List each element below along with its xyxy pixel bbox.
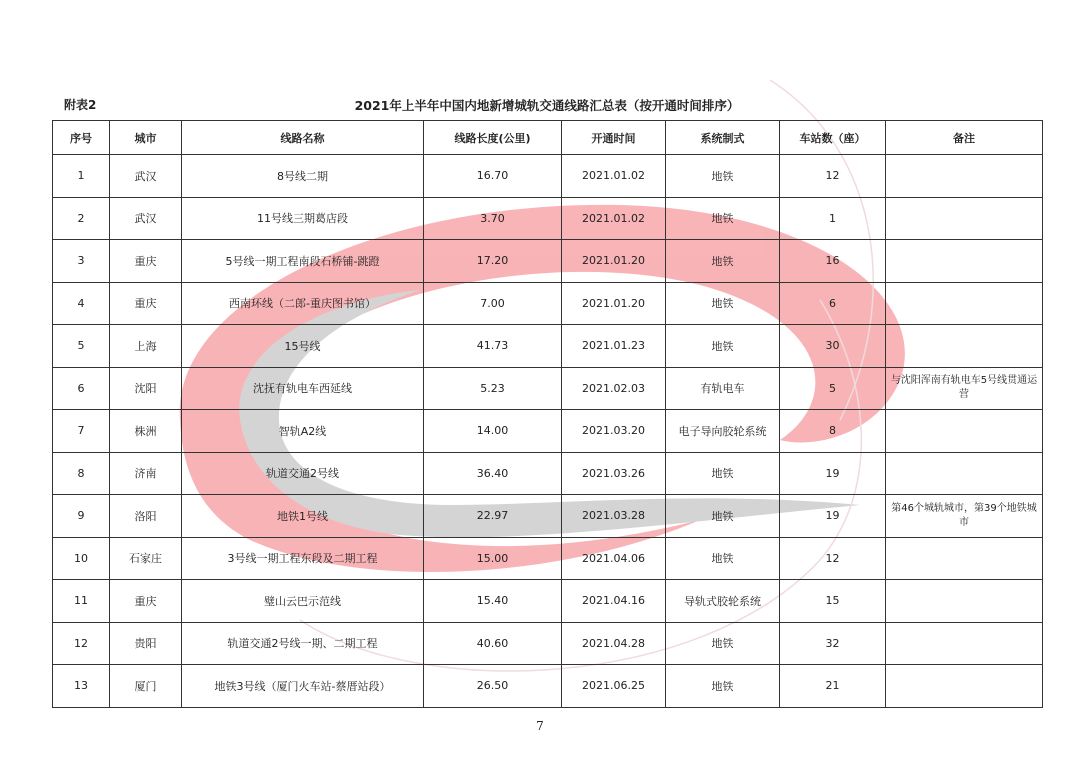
cell-line: 15号线 xyxy=(182,325,424,368)
table-row xyxy=(53,240,1043,283)
cell-city: 武汉 xyxy=(110,155,182,198)
cell-date: 2021.01.20 xyxy=(562,282,666,325)
new-rail-lines-table xyxy=(52,120,1043,708)
cell-no: 2 xyxy=(53,197,110,240)
cell-stations: 8 xyxy=(780,410,886,453)
cell-city: 石家庄 xyxy=(110,537,182,580)
cell-note: 第46个城轨城市，第39个地铁城市 xyxy=(886,495,1043,538)
cell-no: 1 xyxy=(53,155,110,198)
cell-date: 2021.01.02 xyxy=(562,197,666,240)
cell-city: 株洲 xyxy=(110,410,182,453)
cell-date: 2021.04.06 xyxy=(562,537,666,580)
cell-stations: 30 xyxy=(780,325,886,368)
column-header-length: 线路长度(公里) xyxy=(424,121,562,155)
attachment-label: 附表2 xyxy=(64,98,97,112)
table-row xyxy=(53,580,1043,623)
cell-city: 贵阳 xyxy=(110,622,182,665)
cell-no: 11 xyxy=(53,580,110,623)
cell-system: 地铁 xyxy=(666,240,780,283)
cell-line: 11号线三期葛店段 xyxy=(182,197,424,240)
cell-note xyxy=(886,452,1043,495)
cell-system: 地铁 xyxy=(666,537,780,580)
cell-date: 2021.01.23 xyxy=(562,325,666,368)
cell-stations: 19 xyxy=(780,452,886,495)
table-row xyxy=(53,537,1043,580)
cell-length: 41.73 xyxy=(424,325,562,368)
cell-no: 13 xyxy=(53,665,110,708)
cell-stations: 32 xyxy=(780,622,886,665)
cell-date: 2021.02.03 xyxy=(562,367,666,410)
cell-stations: 19 xyxy=(780,495,886,538)
cell-length: 22.97 xyxy=(424,495,562,538)
table-row xyxy=(53,622,1043,665)
cell-note xyxy=(886,197,1043,240)
cell-length: 15.00 xyxy=(424,537,562,580)
column-header-stations: 车站数（座） xyxy=(780,121,886,155)
cell-line: 地铁3号线（厦门火车站-蔡厝站段） xyxy=(182,665,424,708)
cell-system: 地铁 xyxy=(666,665,780,708)
table-row xyxy=(53,665,1043,708)
column-header-date: 开通时间 xyxy=(562,121,666,155)
cell-length: 40.60 xyxy=(424,622,562,665)
cell-stations: 6 xyxy=(780,282,886,325)
cell-no: 9 xyxy=(53,495,110,538)
cell-note xyxy=(886,622,1043,665)
cell-no: 3 xyxy=(53,240,110,283)
cell-no: 7 xyxy=(53,410,110,453)
cell-no: 8 xyxy=(53,452,110,495)
cell-length: 36.40 xyxy=(424,452,562,495)
cell-stations: 5 xyxy=(780,367,886,410)
cell-city: 厦门 xyxy=(110,665,182,708)
cell-line: 地铁1号线 xyxy=(182,495,424,538)
document-title: 2021年上半年中国内地新增城轨交通线路汇总表（按开通时间排序） xyxy=(354,98,740,113)
cell-no: 6 xyxy=(53,367,110,410)
cell-length: 16.70 xyxy=(424,155,562,198)
table-row xyxy=(53,282,1043,325)
column-header-note: 备注 xyxy=(886,121,1043,155)
cell-note xyxy=(886,155,1043,198)
table-row xyxy=(53,452,1043,495)
cell-note xyxy=(886,537,1043,580)
table-row xyxy=(53,197,1043,240)
cell-note: 与沈阳浑南有轨电车5号线贯通运营 xyxy=(886,367,1043,410)
cell-line: 智轨A2线 xyxy=(182,410,424,453)
cell-stations: 21 xyxy=(780,665,886,708)
page-number: 7 xyxy=(536,719,544,733)
cell-no: 4 xyxy=(53,282,110,325)
cell-date: 2021.03.28 xyxy=(562,495,666,538)
cell-length: 5.23 xyxy=(424,367,562,410)
cell-date: 2021.01.20 xyxy=(562,240,666,283)
column-header-no: 序号 xyxy=(53,121,110,155)
cell-no: 5 xyxy=(53,325,110,368)
cell-note xyxy=(886,240,1043,283)
cell-line: 璧山云巴示范线 xyxy=(182,580,424,623)
cell-length: 17.20 xyxy=(424,240,562,283)
cell-stations: 15 xyxy=(780,580,886,623)
column-header-line: 线路名称 xyxy=(182,121,424,155)
table-row xyxy=(53,495,1043,538)
cell-system: 地铁 xyxy=(666,197,780,240)
cell-system: 导轨式胶轮系统 xyxy=(666,580,780,623)
cell-date: 2021.04.16 xyxy=(562,580,666,623)
cell-date: 2021.03.26 xyxy=(562,452,666,495)
cell-system: 地铁 xyxy=(666,155,780,198)
cell-city: 武汉 xyxy=(110,197,182,240)
cell-city: 重庆 xyxy=(110,282,182,325)
cell-line: 轨道交通2号线 xyxy=(182,452,424,495)
table-header xyxy=(53,121,1043,155)
cell-note xyxy=(886,410,1043,453)
cell-line: 8号线二期 xyxy=(182,155,424,198)
cell-city: 济南 xyxy=(110,452,182,495)
cell-system: 地铁 xyxy=(666,622,780,665)
cell-system: 地铁 xyxy=(666,452,780,495)
cell-stations: 16 xyxy=(780,240,886,283)
cell-no: 10 xyxy=(53,537,110,580)
column-header-city: 城市 xyxy=(110,121,182,155)
cell-line: 西南环线（二郎-重庆图书馆） xyxy=(182,282,424,325)
cell-line: 5号线一期工程南段石桥铺-跳蹬 xyxy=(182,240,424,283)
cell-length: 14.00 xyxy=(424,410,562,453)
cell-length: 15.40 xyxy=(424,580,562,623)
cell-city: 重庆 xyxy=(110,580,182,623)
cell-date: 2021.03.20 xyxy=(562,410,666,453)
cell-length: 26.50 xyxy=(424,665,562,708)
cell-system: 地铁 xyxy=(666,282,780,325)
cell-system: 地铁 xyxy=(666,325,780,368)
cell-city: 洛阳 xyxy=(110,495,182,538)
cell-stations: 1 xyxy=(780,197,886,240)
cell-note xyxy=(886,325,1043,368)
cell-line: 3号线一期工程东段及二期工程 xyxy=(182,537,424,580)
cell-date: 2021.04.28 xyxy=(562,622,666,665)
cell-date: 2021.01.02 xyxy=(562,155,666,198)
table-row xyxy=(53,155,1043,198)
cell-note xyxy=(886,282,1043,325)
cell-no: 12 xyxy=(53,622,110,665)
cell-system: 地铁 xyxy=(666,495,780,538)
cell-city: 上海 xyxy=(110,325,182,368)
table-row xyxy=(53,367,1043,410)
table-row xyxy=(53,325,1043,368)
cell-length: 3.70 xyxy=(424,197,562,240)
cell-stations: 12 xyxy=(780,537,886,580)
cell-system: 电子导向胶轮系统 xyxy=(666,410,780,453)
column-header-system: 系统制式 xyxy=(666,121,780,155)
cell-system: 有轨电车 xyxy=(666,367,780,410)
cell-date: 2021.06.25 xyxy=(562,665,666,708)
cell-line: 沈抚有轨电车西延线 xyxy=(182,367,424,410)
cell-note xyxy=(886,665,1043,708)
cell-length: 7.00 xyxy=(424,282,562,325)
table-row xyxy=(53,410,1043,453)
table-header-row xyxy=(52,96,1042,116)
cell-line: 轨道交通2号线一期、二期工程 xyxy=(182,622,424,665)
cell-note xyxy=(886,580,1043,623)
cell-city: 重庆 xyxy=(110,240,182,283)
cell-city: 沈阳 xyxy=(110,367,182,410)
cell-stations: 12 xyxy=(780,155,886,198)
